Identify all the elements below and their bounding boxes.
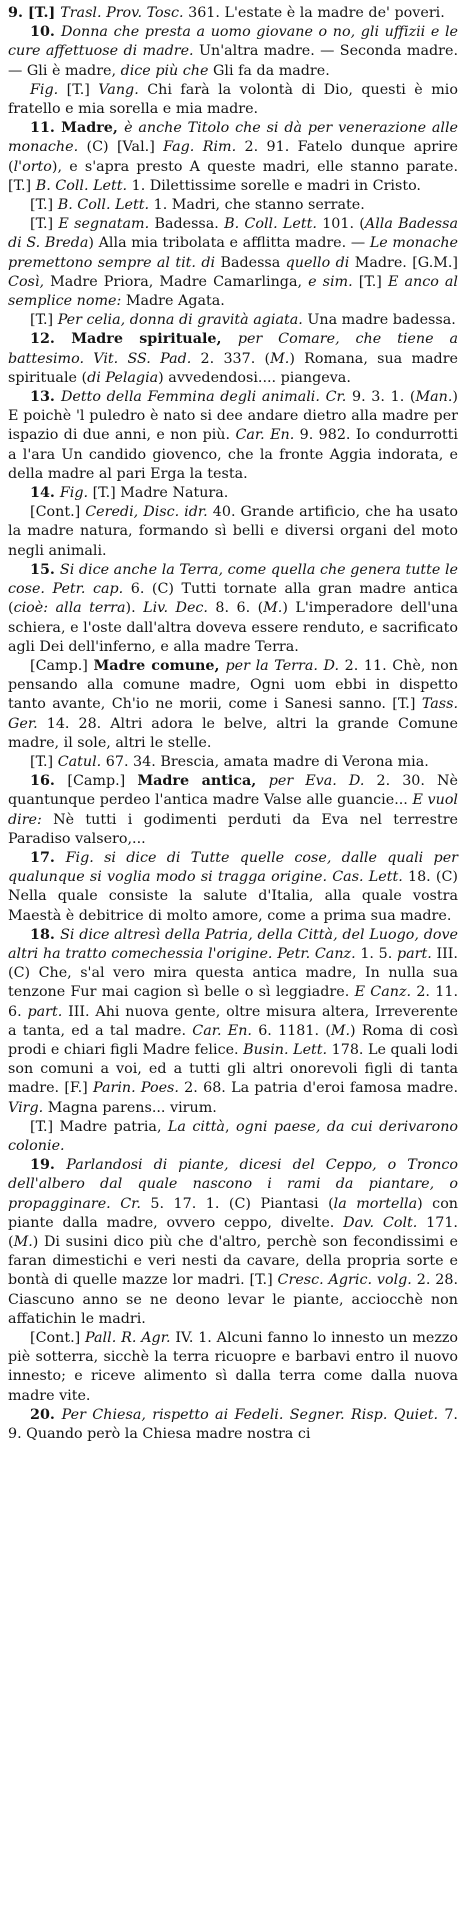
entry-text: 40. Grande artificio, che ha usato la madre natura, formando sì belli e diversi organi del moto negli animali. — [8, 504, 458, 559]
italic-text: Petr. Canz. — [277, 945, 356, 962]
entry-text: [T.] — [352, 273, 388, 290]
entry-text: 1. Madri, che stanno serrate. — [149, 197, 365, 214]
entry-heading-text: 15. — [30, 561, 60, 578]
entry-text — [337, 773, 349, 789]
italic-text: Vang. — [98, 81, 139, 98]
entry-text: 2. 30. Nè quantunque perdeo l'antica madre Valse alle guancie... — [8, 773, 458, 809]
italic-text: M. — [13, 1234, 33, 1250]
entry-heading-text: 11. Madre, — [30, 120, 125, 137]
entry-text: 101. ( — [316, 216, 365, 233]
italic-text: Petr. cap. — [52, 581, 124, 598]
italic-text: l'orto — [13, 158, 52, 175]
italic-text: Cr. — [325, 389, 347, 406]
italic-text: ogni paese, da cui derivarono colonie. — [8, 1118, 459, 1154]
entry-text: ), e s'apra presto A queste madri, elle stanno parate. [T.] — [8, 158, 458, 194]
entry-text: Magna parens... virum. — [43, 1099, 217, 1116]
entry-text: [T.] — [30, 216, 59, 233]
entry-text: 2. 91. Fatelo dunque aprire ( — [8, 139, 458, 175]
entry-text: ) Roma di così prodi e chiari figli Madre felice. — [8, 1022, 458, 1058]
entry-paragraph — [8, 1406, 458, 1444]
entry-text: [T.] — [30, 753, 58, 770]
italic-text: e sim. — [308, 273, 353, 290]
entry-text: [T.] — [30, 197, 58, 214]
entry-heading-text: 19. — [30, 1157, 67, 1174]
italic-text: Parin. Poes. — [93, 1080, 179, 1097]
entry-heading-text: 14. — [30, 485, 60, 502]
italic-text: Busin. Lett. — [243, 1041, 328, 1058]
entry-text: 171. ( — [8, 1214, 458, 1250]
entry-heading-text: 10. — [30, 24, 61, 41]
entry-text — [111, 1196, 120, 1212]
italic-text: Fig. si dice di Tutte quelle cose, dalle quali per qualunque si voglia modo si tragga origine. — [8, 849, 458, 886]
entry-text: III. (C) Che, s'al vero mira questa antica madre, In nulla sua tenzone Fur mai cagion sì belle o sì leggiadre. — [8, 945, 458, 1001]
italic-text: La città — [167, 1118, 225, 1135]
italic-text: Cresc. Agric. volg. — [277, 1272, 412, 1289]
entry-text: ) E poichè 'l puledro è nato si dee andare dietro alla madre per ispazio di due anni, e non più. — [8, 389, 458, 444]
italic-text: B. Coll. Lett. — [224, 216, 317, 233]
italic-text: Cr. — [120, 1195, 141, 1212]
italic-text: Man. — [415, 389, 453, 406]
entry-heading-text: Madre antica, — [137, 773, 269, 790]
italic-text: Le monache premettono sempre al tit. di — [8, 235, 458, 271]
entry-text: ) con piante dalla madre, ovvero ceppo, divelte. — [8, 1195, 459, 1231]
entry-text: ) L'imperadore dell'una schiera, e l'oste dall'altra doveva essere renduto, e sacrificato agli Dei dell'inferno, e alla madre Terra. — [8, 600, 458, 655]
italic-text: quello di — [285, 254, 350, 271]
italic-text: Catul. — [57, 753, 102, 770]
italic-text: M. — [263, 600, 283, 617]
entry-text: 1. 5. — [355, 945, 397, 962]
italic-text: part. — [396, 945, 432, 962]
italic-text: la mortella — [333, 1195, 418, 1212]
italic-text: Dav. Colt. — [343, 1214, 418, 1231]
entry-text: 361. L'estate è la madre de' poveri. — [183, 5, 445, 21]
italic-text: è anche Titolo che si dà per venerazione alle monache. — [8, 120, 458, 156]
entry-text: , — [224, 1118, 236, 1135]
italic-text: Tass. Ger. — [8, 696, 458, 732]
entry-paragraph — [8, 196, 458, 215]
italic-text: Così, — [8, 273, 45, 290]
entry-text: 2. 11. Chè, non pensando alla comune madre, Ogni uom ebbi in dispetto tanto avante, Ch'io ne morii, come i Sanesi sanno. [T.] — [8, 657, 458, 713]
entry-heading-text: 17. — [30, 849, 66, 866]
entry-text: [T.] Madre patria, — [30, 1118, 168, 1135]
entry-text: 5. 17. 1. (C) Piantasi ( — [140, 1195, 334, 1212]
entry-text: Nè tutti i godimenti perduti da Eva nel terrestre Paradiso valsero,... — [8, 811, 458, 847]
entry-paragraph — [8, 388, 458, 484]
entry-paragraph — [8, 484, 458, 503]
entry-paragraph — [8, 849, 458, 926]
entry-paragraph — [8, 772, 458, 849]
italic-text: Donna che presta a uomo giovane o no, gli uffizii e le cure affettuose di madre. — [8, 24, 458, 60]
italic-text: B. Coll. Lett. — [35, 177, 128, 194]
entry-text: 6. 1181. ( — [251, 1022, 331, 1039]
italic-text: Car. En. — [235, 427, 295, 444]
entry-text: [Camp.] — [30, 657, 94, 674]
entry-text: (C) [Val.] — [78, 139, 164, 156]
entry-text: [T.] — [58, 81, 99, 98]
entry-paragraph — [8, 1118, 458, 1156]
entry-paragraph — [8, 1329, 458, 1406]
entry-text: Madre. [G.M.] — [349, 254, 459, 271]
entry-text: [Cont.] — [30, 1330, 86, 1347]
entry-text: 6. (C) Tutti tornate alla gran madre antica ( — [8, 581, 458, 617]
italic-text: part. — [27, 1003, 63, 1020]
entry-heading-text: 20. — [30, 1406, 62, 1423]
italic-text: M. — [330, 1022, 351, 1039]
italic-text: D. — [348, 773, 365, 790]
entry-paragraph — [8, 657, 458, 753]
entry-text: [Cont.] — [30, 504, 86, 521]
entry-paragraph — [8, 503, 458, 561]
italic-text: Alla Badessa di S. Breda — [8, 216, 458, 252]
italic-text: Car. En. — [192, 1022, 252, 1039]
italic-text: per la Terra. — [225, 657, 318, 674]
entry-text — [84, 351, 93, 367]
italic-text: Si dice altresì della Patria, della Città, del Luogo, dove altri ha tratto comechessia l'origine. — [8, 926, 458, 962]
italic-text: Ceredi, Disc. idr. — [85, 504, 208, 521]
entry-paragraph — [8, 81, 458, 119]
entry-text: ) Alla mia tribolata e afflitta madre. — — [88, 235, 370, 252]
entry-text: Un'altra madre. — Seconda madre. — Gli è madre, — [8, 43, 458, 79]
entry-text: [Camp.] — [67, 773, 138, 790]
italic-text: Pall. R. Agr. — [85, 1330, 171, 1347]
entry-text: 2. 337. ( — [191, 350, 271, 367]
entry-paragraph — [8, 311, 458, 330]
entry-text: 2. 28. Ciascuno anno se ne deono levar le piante, acciocchè non affatichin le madri. — [8, 1272, 458, 1327]
entry-heading-text: 16. — [30, 773, 68, 790]
entry-text: IV. 1. Alcuni fanno lo innesto un mezzo piè sotterra, sicchè la terra ricuopre e barbavi entro il nuovo innesto; e riceve alimento sì dalla terra come dalla nuova madre vite. — [8, 1330, 459, 1404]
italic-text: B. Coll. Lett. — [57, 197, 150, 214]
italic-text: per Comare, che tiene a battesimo. — [8, 331, 458, 367]
italic-text: Per celia, donna di gravità agiata. — [57, 312, 303, 329]
entry-text: 9. 982. Io condurrotti a l'ara Un candido giovenco, che la fronte Aggia indorata, e della madre al pari Erga la testa. — [8, 427, 458, 482]
entry-text: 7. 9. Quando però la Chiesa madre nostra ci — [8, 1406, 458, 1443]
italic-text: Detto della Femmina degli animali. — [60, 389, 320, 406]
entry-text: Gli fa da madre. — [208, 62, 330, 79]
entry-text: Madre Agata. — [121, 293, 225, 310]
entry-text: Badessa. — [149, 216, 225, 233]
entry-text: 14. 28. Altri adora le belve, altri la grande Comune madre, il sole, altri le stelle. — [8, 715, 458, 751]
entry-text: 1. Dilettissime sorelle e madri in Cristo. — [127, 177, 421, 194]
italic-text: Vit. SS. Pad. — [93, 350, 192, 367]
italic-text: per Eva. — [268, 773, 337, 790]
entry-text: 18. (C) Nella quale consiste la salute d'Italia, alla quale vostra Maestà è debitrice di molto amore, come a prima sua madre. — [8, 869, 459, 924]
entry-text: ) Romana, sua madre spirituale ( — [8, 350, 458, 386]
entry-text: 178. Le quali lodi son comuni a voi, ed a tutti gli altri onorevoli figli di tanta madre. [F.] — [8, 1041, 458, 1097]
entry-paragraph — [8, 4, 458, 23]
entry-paragraph — [8, 215, 458, 311]
entry-text: ) Di susini dico più che d'altro, perchè son fecondissimi e faran dimestichi e veri nesti da cavare, della propria sorte e bontà di quelle mazze lor madri. [T.] — [8, 1234, 458, 1289]
entry-text: Madre Priora, Madre Camarlinga, — [44, 273, 309, 290]
entry-text: 67. 34. Brescia, amata madre di Verona mia. — [101, 753, 429, 770]
entry-text: III. Ahi nuova gente, oltre misura altera, Irreverente a tanta, ed a tal madre. — [8, 1003, 458, 1039]
italic-text: di Pelagia — [87, 369, 159, 386]
entry-text: [T.] Madre Natura. — [88, 485, 229, 502]
entry-heading-text: 12. Madre spirituale, — [30, 331, 238, 348]
entry-text: 8. 6. ( — [207, 600, 264, 617]
entry-heading-text: 18. — [30, 926, 61, 943]
italic-text: Si dice anche la Terra, come quella che genera tutte le cose. — [8, 561, 458, 598]
italic-text: Fag. Rim. — [163, 139, 237, 156]
entry-paragraph — [8, 926, 458, 1118]
italic-text: Fig. — [59, 485, 89, 502]
italic-text: Per Chiesa, rispetto ai Fedeli. — [61, 1406, 284, 1423]
italic-text: E vuol dire: — [8, 792, 459, 828]
entry-text: Chi farà la volontà di Dio, questi è mio fratello e mia sorella e mia madre. — [8, 81, 458, 118]
entry-heading-text: Madre comune, — [93, 657, 226, 674]
entry-text: 2. 68. La patria d'eroi famosa madre. — [178, 1080, 458, 1097]
italic-text: dice più che — [120, 62, 209, 79]
entry-heading-text: 13. — [30, 389, 61, 406]
entry-text: ). — [125, 600, 144, 617]
italic-text: Liv. Dec. — [143, 600, 208, 617]
entry-text: Badessa — [215, 254, 286, 271]
italic-text: D. — [323, 657, 340, 674]
entry-text: 9. 3. 1. ( — [346, 389, 416, 406]
entry-text: Una madre badessa. — [302, 312, 456, 329]
entry-paragraph — [8, 753, 458, 772]
italic-text: Trasl. Prov. Tosc. — [60, 5, 184, 21]
italic-text: Cas. Lett. — [332, 869, 403, 886]
entry-text: ) avvedendosi.... piangeva. — [158, 369, 351, 386]
italic-text: Parlandosi di piante, dicesi del Ceppo, o Tronco dell'albero dal quale nascono i rami da piantare, o propagginare. — [8, 1157, 458, 1212]
entry-text: [T.] — [30, 312, 58, 329]
italic-text: M. — [270, 350, 290, 367]
italic-text: E Canz. — [354, 984, 412, 1001]
italic-text: Virg. — [8, 1099, 44, 1116]
italic-text: E segnatam. — [58, 216, 150, 233]
entry-paragraph — [8, 561, 458, 657]
italic-text: Segner. Risp. Quiet. — [289, 1406, 438, 1423]
italic-text: E anco al semplice nome: — [8, 273, 458, 310]
italic-text: cioè: alla terra — [13, 600, 126, 617]
entry-paragraph — [8, 23, 458, 81]
entry-text: 2. 11. 6. — [8, 984, 458, 1020]
italic-text: Fig. — [30, 81, 59, 98]
entry-heading-text: 9. [T.] — [8, 5, 61, 21]
entry-paragraph — [8, 119, 458, 196]
entry-paragraph — [8, 330, 458, 388]
entry-paragraph — [8, 1156, 458, 1329]
